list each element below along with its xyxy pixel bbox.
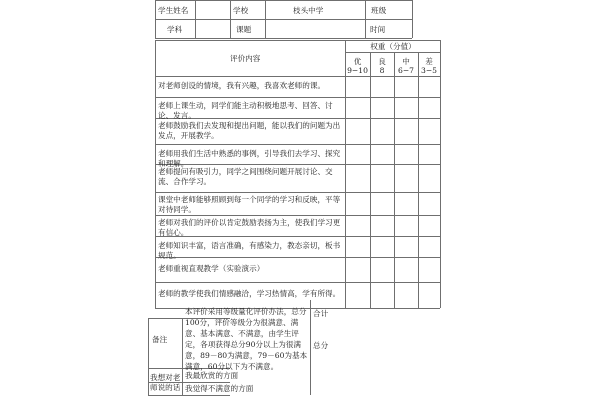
grade-good-range: 8 bbox=[379, 66, 385, 75]
student-name-label: 学生姓名 bbox=[158, 6, 189, 15]
grade-excellent-range: 9−10 bbox=[347, 66, 368, 75]
school-label: 学校 bbox=[233, 6, 249, 15]
class-label: 班级 bbox=[371, 6, 387, 15]
eval-row-9: 老师重视直观教学（实验演示） bbox=[158, 264, 265, 273]
eval-row-5: 老师提问有吸引力，同学之间围绕问题开展讨论、交流、合作学习。 bbox=[158, 167, 333, 186]
eval-row-3: 老师鼓励我们去发现和提出问题，能以我们的问题为出发点，开展教学。 bbox=[158, 121, 341, 140]
feedback-dissatisfied: 我觉得不满意的方面 bbox=[185, 384, 254, 393]
time-label: 时间 bbox=[370, 25, 386, 34]
remarks-label: 备注 bbox=[152, 335, 168, 344]
eval-row-7: 老师对我们的评价以肯定鼓励表扬为主，使我们学习更有信心。 bbox=[158, 218, 341, 237]
remarks-text: 本评价采用等级量化评价办法，总分100分，评价等级分为很满意、满意、基本满意、不满意，由学生评定，各项获得总分90分以上为很满意，89－80为满意，79－60为基本满意，60分以下为不满意。 bbox=[185, 307, 308, 371]
eval-row-6: 课堂中老师能够照顾到每一个同学的学习和反映，平等对待同学。 bbox=[158, 195, 341, 214]
eval-row-10: 老师的教学使我们情感融洽，学习热情高，学有所得。 bbox=[158, 289, 341, 298]
grade-good: 良 bbox=[378, 57, 386, 66]
eval-row-1: 对老师创设的情境，我有兴趣，我喜欢老师的课。 bbox=[158, 81, 326, 90]
grade-poor: 差 bbox=[425, 57, 433, 66]
feedback-label: 我想对老师说的话 bbox=[150, 373, 181, 392]
eval-content-header: 评价内容 bbox=[230, 54, 261, 63]
eval-row-4: 老师用我们生活中熟悉的事例，引导我们去学习、探究和理解。 bbox=[158, 149, 341, 168]
topic-label: 课题 bbox=[236, 25, 252, 34]
total-score-label: 总分 bbox=[313, 341, 329, 350]
grade-poor-range: 3−5 bbox=[420, 66, 438, 75]
weight-header: 权重（分值） bbox=[370, 42, 416, 51]
grade-medium: 中 bbox=[402, 57, 410, 66]
school-value: 枝头中学 bbox=[293, 6, 324, 15]
eval-row-2: 老师上课生动，同学们能主动积极地思考、回答、讨论、发言。 bbox=[158, 101, 333, 120]
grade-excellent: 优 bbox=[353, 57, 362, 66]
subject-label: 学科 bbox=[167, 25, 183, 34]
grade-medium-range: 6−7 bbox=[397, 66, 415, 75]
eval-row-8: 老师知识丰富，语言准确，有感染力，教态亲切，板书规范。 bbox=[158, 241, 341, 260]
feedback-appreciate: 我最欣赏的方面 bbox=[185, 371, 239, 380]
total-label: 合计 bbox=[313, 309, 329, 318]
